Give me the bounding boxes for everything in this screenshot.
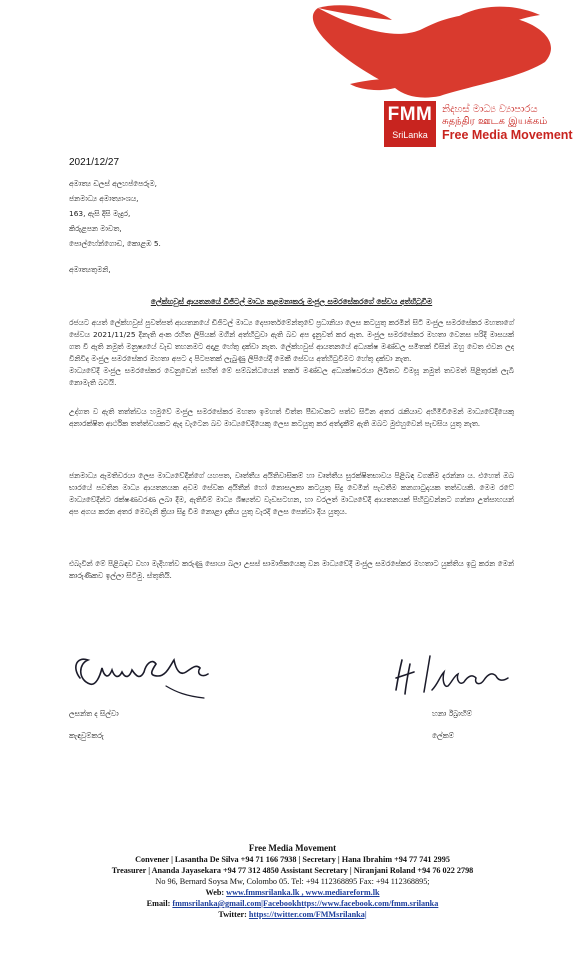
org-names <box>442 104 572 143</box>
body-paragraph: ජනමාධ්‍ය ඇමතිවරයා ලෙස මාධ්‍යවේදීන්ගේ යහපත, වෘත්තීය අයිතිවාසිකම් හා වෘත්තීය සුරක්ෂිතභාවය පිළිබඳ වගකීම දරන්නා ය. එහෙත් ඔබ භාරයේ පවතින මාධ්‍ය ආයතනයක අවම සේවක අයිතීන් හෝ නොසලකා කටයුතු සිදු වෙමින් පැවතීම කනගාටුදායක තත්වයකි. මෙම රටේ මාධ්‍යවේදීන්ට රක්ෂණවරණ ලබා දීම, ඇතිවීම් මාධ්‍ය ශිෂ්‍යත්ව වැඩසටහන, හා වරලත් මාධ්‍යවේදී ආයතනයක් පිහිටුවන්නට ගන්නා උත්සාහයන් අප අගය කරන අතර මෙවැනි ක්‍රියා සිදු වීම නොළා දැකිය යුතු වැරදි ලෙස පෙන්වා දිය යුතුය. <box>69 471 514 516</box>
signatory-name: ලසන්ත ද සිල්වා <box>69 709 119 718</box>
logo-abbr: FMM <box>387 104 433 125</box>
footer-officers-line: Convener | Lasantha De Silva +94 71 166 7938 | Secretary | Hana Ibrahim +94 77 741 2995 <box>135 855 450 864</box>
org-name-sinhala: නිදහස් මාධ්‍ය ව්‍යාපාරය <box>442 104 538 115</box>
signatory-role: කැඳවුම්කරු <box>69 731 104 740</box>
letter-date: 2021/12/27 <box>69 157 120 168</box>
org-name-english: Free Media Movement <box>442 128 573 142</box>
address-line: ජනමාධ්‍ය අමාත්‍යාංශය, <box>69 194 139 203</box>
web-link[interactable]: www.fmmsrilanka.lk , www.mediareform.lk <box>226 888 380 897</box>
letter-footer <box>40 843 545 920</box>
footer-twitter: Twitter: https://twitter.com/FMMsrilanka| <box>218 910 367 919</box>
logo-country: SriLanka <box>392 130 428 140</box>
signature-secretary <box>388 650 528 706</box>
footer-address: No 96, Bernard Soysa Mw, Colombo 05. Tel: +94 112368895 Fax: +94 112368895; <box>155 877 430 886</box>
twitter-link[interactable]: https://twitter.com/FMMsrilanka| <box>248 910 367 919</box>
dove-wing-icon <box>313 8 551 98</box>
body-paragraph: එබැවින් මේ පිළිබඳව වහා මැදිහත්ව කරුණු සොයා බලා උසස් සාමාජිකයෙකු වන මාධ්‍යවේදී මංජුල සමරසේකර මහතාට යුක්තිය ඉටු කරන මෙන් කාරුණිකව ඉල්ලා සිටිමු. ස්තුතියි. <box>69 559 514 580</box>
address-line: කිරුළපන මාවත, <box>69 224 122 233</box>
footer-email: Email: fmmsrilanka@gmail.com|Facebookhttps://www.facebook.com/fmm.srilanka <box>146 899 439 908</box>
signatory-convener <box>69 708 119 752</box>
email-link[interactable]: fmmsrilanka@gmail.com|Facebookhttps://www.facebook.com/fmm.srilanka <box>172 899 439 908</box>
address-line: අමාත්‍ය ඩලස් අලහප්පෙරුම, <box>69 179 157 188</box>
address-line: 163, ඇසි දිසි මැදුර, <box>69 209 131 218</box>
salutation: අමාත්‍යතුමනි, <box>69 265 111 274</box>
fmm-logo-badge <box>384 101 436 147</box>
footer-web: Web: www.fmmsrilanka.lk , www.mediareform.lk <box>205 888 380 897</box>
recipient-address <box>69 176 329 251</box>
signatory-role: ලේකම් <box>432 731 454 740</box>
letter-subject: ලේක්හවුස් ආයතනයේ ඩිජිටල් මාධ්‍ය කළමනාකරු මංජුල සමරසේකරගේ සේවය අත්හිටුවීම <box>150 297 433 306</box>
signature-convener <box>66 646 226 706</box>
signatory-name: හනා ඊබ්‍රාහිම් <box>432 709 472 718</box>
signatory-secretary <box>432 708 472 752</box>
footer-title: Free Media Movement <box>248 843 337 853</box>
org-name-tamil: சுதந்திர ஊடக இயக்கம் <box>442 116 548 127</box>
footer-officers-line: Treasurer | Ananda Jayasekara +94 77 312 4850 Assistant Secretary | Niranjani Roland +94 76 022 2798 <box>111 866 474 875</box>
body-paragraph: රජයට අයත් ලේක්හවුස් පුවත්පත් ආයතනයේ ඩිජිටල් මාධ්‍ය දෙපාර්තමේන්තුවේ ප්‍රධානියා ලෙස කටයුතු කරමින් සිටි මංජුල සමරසේකර මහතාගේ සේවය 2021/11/25 දිනැති අංක රහිත ලිපියක් මගින් අත්හිටුවා ඇති බව අප දැනුවත් කර ඇත. මංජුල සමරසේකර මහතා වෙනස පරිදි මාසයක් ගත වී ඇති නමුත් මනුෂ්‍යයේ වැඩ තහනමට අදාළ හේතු දක්වා නැත. ලේක්හවුස් ආයතනයේ අධ්‍යක්ෂ මණ්ඩල සමිතක් විසින් ඔහු වෙත එවන ලද විනිවිද මංජුල සමරසේකර මහතා අපට ද පිටපතක් ලැබුණු ලිපියේදී මෙකී සේවය අත්හිටුවීමට හේතු දක්වා නැත. මාධ්‍යවේදී මංජුල සමරසේකර වෙනුවෙන් සහිත් මේ සම්බන්ධයෙන් තර්ක මණ්ඩල අධ්‍යක්ෂවරයා ලිඛිතව විමසූ නමුත් තවමත් පිළිතුරක් ලැබී නොමැති බවයි. <box>69 318 514 387</box>
body-paragraph: උද්ගත ව ඇති තත්ත්වය හමුවේ මංජුල සමරසේකර මහතා ඉමහත් විත්ත පීඩාවකට පත්ව සිටින අතර රැකියාව අහිමිවීමෙන් මාධ්‍යවේදියෙකු අනාරක්ෂිත ආර්ථික තත්ත්වයකට ඇද වැටෙන බව මාධ්‍යවේදියෙකු ලෙස කටයුතු කර අත්දැකීම් ඇති ඔබට මුළුහුවෙන් පැවසිය යුතු නැත. <box>69 407 514 428</box>
address-line: පොල්හේන්ගොඩ, කොළඹ 5. <box>69 239 161 248</box>
